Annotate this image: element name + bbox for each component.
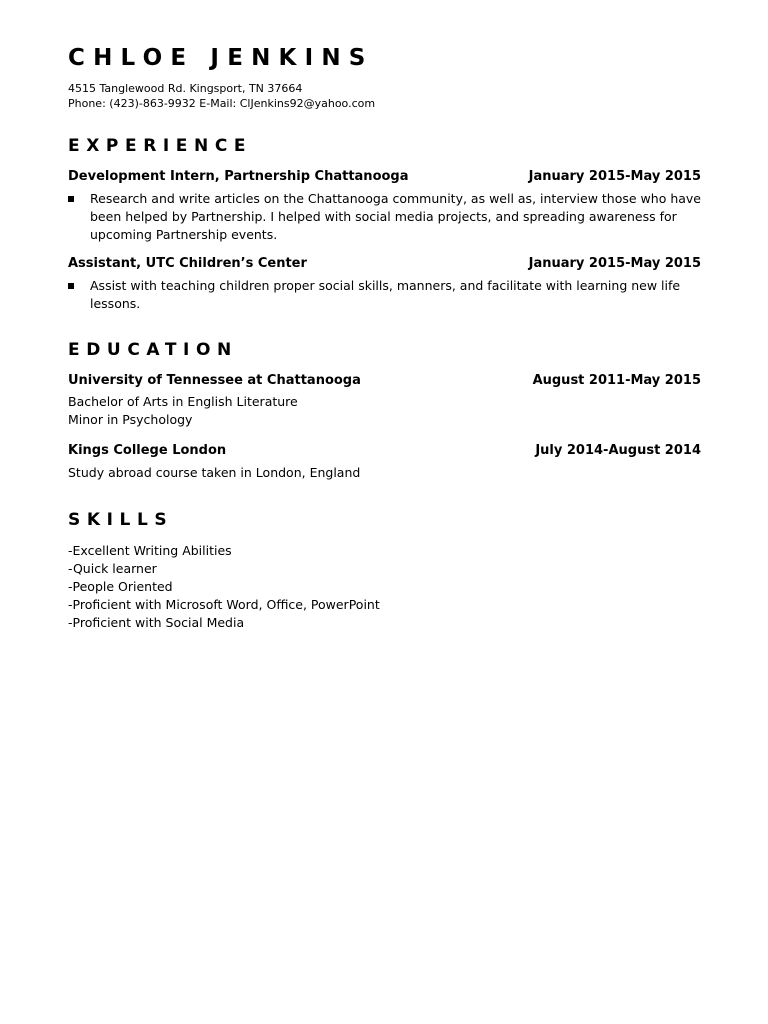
skills-heading: SKILLS bbox=[68, 510, 174, 530]
school-dates: August 2011-May 2015 bbox=[532, 373, 701, 388]
bullet-square-icon bbox=[68, 196, 74, 202]
skill-item: -Proficient with Microsoft Word, Office, PowerPoint bbox=[68, 597, 380, 612]
job-row bbox=[68, 169, 701, 184]
skill-item: -People Oriented bbox=[68, 579, 173, 594]
job-title: Development Intern, Partnership Chattanooga bbox=[68, 169, 409, 184]
skill-item: -Quick learner bbox=[68, 561, 157, 576]
job-dates: January 2015-May 2015 bbox=[528, 256, 701, 271]
applicant-name: CHLOE JENKINS bbox=[68, 45, 374, 71]
job-bullet-text: Assist with teaching children proper social skills, manners, and facilitate with learning new life lessons. bbox=[90, 278, 681, 311]
phone-email-line: Phone: (423)-863-9932 E-Mail: ClJenkins92@yahoo.com bbox=[68, 97, 376, 110]
school-name: University of Tennessee at Chattanooga bbox=[68, 373, 361, 388]
school-name: Kings College London bbox=[68, 443, 227, 458]
school-dates: July 2014-August 2014 bbox=[535, 443, 701, 458]
address-line: 4515 Tanglewood Rd. Kingsport, TN 37664 bbox=[68, 82, 303, 95]
bullet-square-icon bbox=[68, 283, 74, 289]
job-bullet bbox=[68, 190, 701, 244]
school-detail: Minor in Psychology bbox=[68, 412, 193, 427]
job-bullet bbox=[68, 277, 701, 313]
school-row bbox=[68, 443, 701, 458]
job-bullet-text: Research and write articles on the Chattanooga community, as well as, interview those who have been helped by Partnership. I helped with social media projects, and spreading awareness for upcoming Partnership events. bbox=[90, 191, 701, 242]
skill-item: -Proficient with Social Media bbox=[68, 615, 245, 630]
job-row bbox=[68, 256, 701, 271]
job-dates: January 2015-May 2015 bbox=[528, 169, 701, 184]
school-row bbox=[68, 373, 701, 388]
experience-heading: EXPERIENCE bbox=[68, 136, 253, 156]
education-heading: EDUCATION bbox=[68, 340, 238, 360]
school-detail: Study abroad course taken in London, England bbox=[68, 465, 361, 480]
school-detail: Bachelor of Arts in English Literature bbox=[68, 394, 298, 409]
job-title: Assistant, UTC Children’s Center bbox=[68, 256, 307, 271]
skill-item: -Excellent Writing Abilities bbox=[68, 543, 232, 558]
